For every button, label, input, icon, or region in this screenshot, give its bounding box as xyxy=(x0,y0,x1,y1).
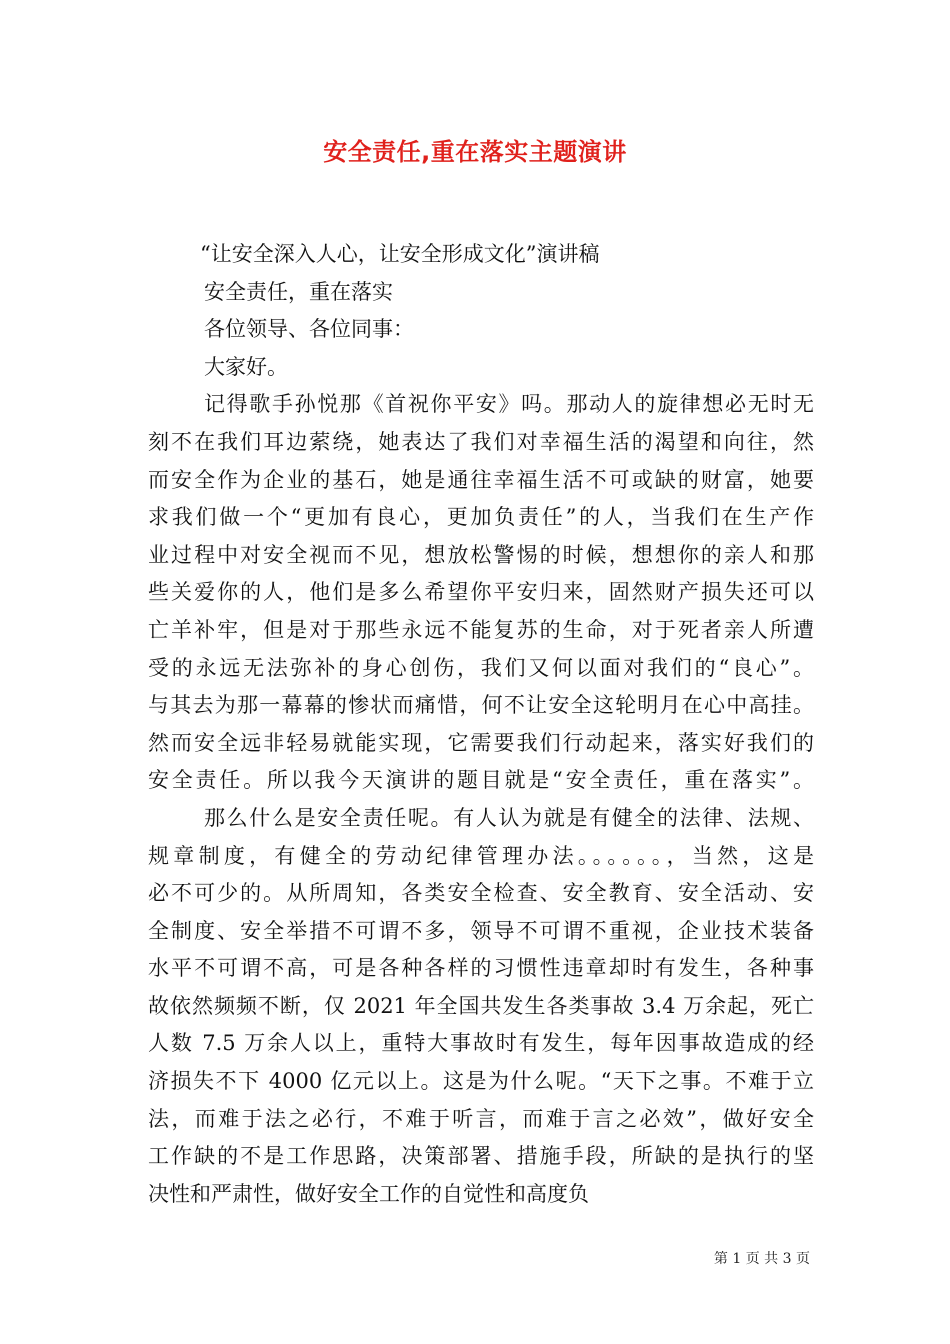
text-line: 记得歌手孙悦那《首祝你平安》吗。那动人的旋律想必无时无 xyxy=(204,392,814,417)
text-line: 些关爱你的人，他们是多么希望你平安归来，固然财产损失还可以 xyxy=(148,580,814,605)
text-line: 那么什么是安全责任呢。有人认为就是有健全的法律、法规、 xyxy=(204,805,814,830)
text-line: 刻不在我们耳边萦绕，她表达了我们对幸福生活的渴望和向往，然 xyxy=(148,429,814,454)
text-line: 而安全作为企业的基石，她是通往幸福生活不可或缺的财富，她要 xyxy=(148,467,814,492)
text-line: “让安全深入人心，让安全形成文化”演讲稿 xyxy=(200,242,600,266)
page-title: 安全责任,重在落实主题演讲 xyxy=(323,138,627,166)
text-line: 规章制度，有健全的劳动纪律管理办法。。。。。。，当然，这是 xyxy=(148,843,814,868)
text-line: 求我们做一个“更加有良心，更加负责任”的人，当我们在生产作 xyxy=(148,505,814,530)
text-line: 大家好。 xyxy=(204,354,288,379)
document-body xyxy=(148,236,814,1213)
page-number: 第 1 页 共 3 页 xyxy=(713,1251,810,1267)
text-line: 决性和严肃性，做好安全工作的自觉性和高度负 xyxy=(148,1181,589,1206)
text-line: 各位领导、各位同事： xyxy=(204,317,414,342)
text-line: 安全责任，重在落实 xyxy=(204,279,393,304)
text-line: 人数 7.5 万余人以上，重特大事故时有发生，每年因事故造成的经 xyxy=(148,1031,814,1056)
text-line: 济损失不下 4000 亿元以上。这是为什么呢。“天下之事。不难于立 xyxy=(148,1069,814,1094)
text-line: 法，而难于法之必行，不难于听言，而难于言之必效”，做好安全 xyxy=(148,1106,814,1131)
text-line: 业过程中对安全视而不见，想放松警惕的时候，想想你的亲人和那 xyxy=(148,542,814,567)
text-line: 工作缺的不是工作思路，决策部署、措施手段，所缺的是执行的坚 xyxy=(148,1144,814,1169)
text-line: 必不可少的。从所周知，各类安全检查、安全教育、安全活动、安 xyxy=(148,881,814,906)
text-line: 故依然频频不断，仅 2021 年全国共发生各类事故 3.4 万余起，死亡 xyxy=(148,993,814,1018)
text-line: 然而安全远非轻易就能实现，它需要我们行动起来，落实好我们的 xyxy=(148,730,814,755)
text-line: 受的永远无法弥补的身心创伤，我们又何以面对我们的“良心”。 xyxy=(148,655,814,680)
text-line: 亡羊补牢，但是对于那些永远不能复苏的生命，对于死者亲人所遭 xyxy=(148,617,814,642)
text-line: 安全责任。所以我今天演讲的题目就是“安全责任，重在落实”。 xyxy=(148,768,814,793)
text-line: 与其去为那一幕幕的惨状而痛惜，何不让安全这轮明月在心中高挂。 xyxy=(148,693,814,718)
text-line: 水平不可谓不高，可是各种各样的习惯性违章却时有发生，各种事 xyxy=(148,956,814,981)
text-line: 全制度、安全举措不可谓不多，领导不可谓不重视，企业技术装备 xyxy=(148,918,814,943)
